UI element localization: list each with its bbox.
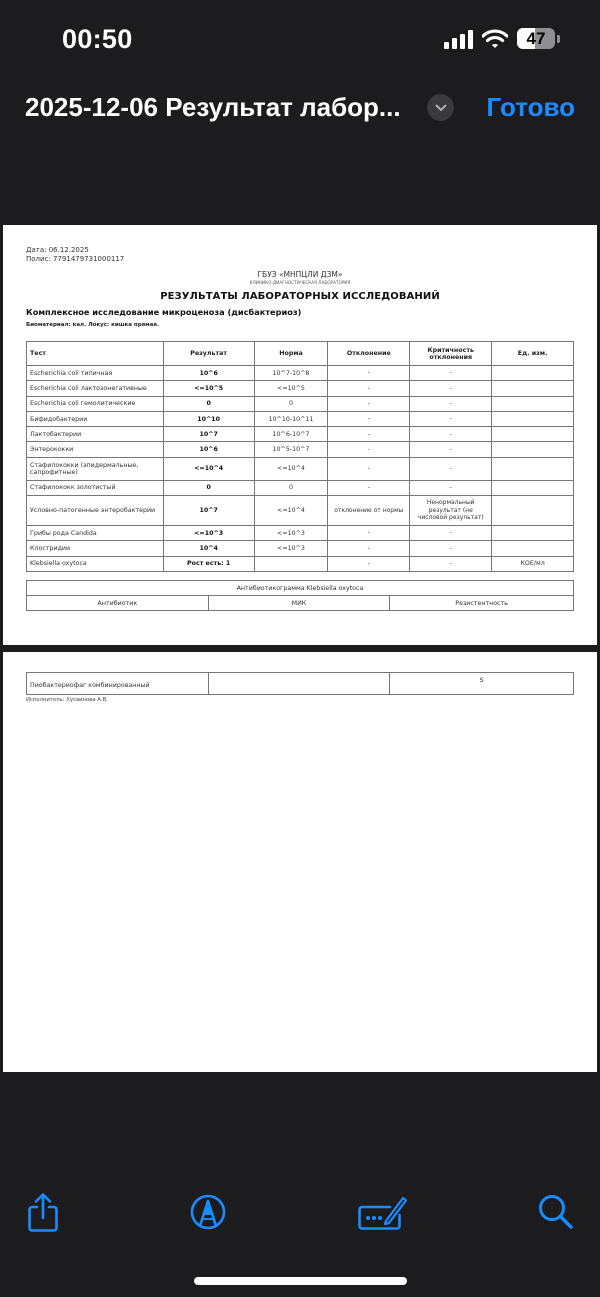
cell-criticality: -: [410, 442, 492, 457]
cell-deviation: отклонение от нормы: [328, 496, 410, 526]
cell-deviation: -: [328, 556, 410, 571]
status-bar: [0, 0, 600, 80]
bottom-toolbar: [0, 1188, 600, 1238]
header-antibiotic: Антибиотик: [27, 596, 209, 611]
cell-unit: КОЕ/мл: [492, 556, 574, 571]
table-row: [27, 673, 574, 695]
markup-button[interactable]: [184, 1188, 232, 1236]
header-result: Результат: [163, 342, 254, 366]
battery-icon: [517, 28, 555, 49]
cell-result: 0: [163, 480, 254, 495]
doc-meta: [26, 246, 124, 263]
cellular-signal-icon: [444, 29, 473, 49]
cell-result: 10^7: [163, 427, 254, 442]
report-title: РЕЗУЛЬТАТЫ ЛАБОРАТОРНЫХ ИССЛЕДОВАНИЙ: [160, 291, 440, 302]
cell-result: 10^4: [163, 541, 254, 556]
table-row: [27, 396, 574, 411]
cell-mic: [208, 673, 390, 695]
cell-criticality: -: [410, 396, 492, 411]
header-unit: Ед. изм.: [492, 342, 574, 366]
cell-norm: 0: [254, 480, 328, 495]
signature-button[interactable]: [356, 1188, 410, 1236]
nav-bar: [0, 82, 600, 132]
signature-icon: [357, 1193, 409, 1231]
cell-test: Грибы рода Candida: [27, 526, 164, 541]
cell-deviation: -: [328, 526, 410, 541]
cell-antibiotic: Пиобактериофаг комбинированный: [27, 673, 209, 695]
cell-unit: [492, 427, 574, 442]
org-subtitle: КЛИНИКО-ДИАГНОСТИЧЕСКАЯ ЛАБОРАТОРИЯ: [249, 280, 351, 285]
table-row: [27, 526, 574, 541]
cell-norm: 0: [254, 396, 328, 411]
cell-result: 10^6: [163, 366, 254, 381]
cell-result: 10^6: [163, 442, 254, 457]
table-row: [27, 442, 574, 457]
cell-criticality: -: [410, 381, 492, 396]
cell-result: 10^7: [163, 496, 254, 526]
cell-unit: [492, 480, 574, 495]
cell-result: Рост есть: 1: [163, 556, 254, 571]
cell-unit: [492, 396, 574, 411]
cell-test: Бифидобактерии: [27, 411, 164, 426]
battery-tip: [557, 35, 560, 43]
cell-resistance: S: [390, 673, 574, 695]
date-line: Дата: 06.12.2025: [26, 246, 89, 254]
battery-level: 47: [526, 28, 546, 48]
header-resistance: Резистентность: [390, 596, 574, 611]
cell-criticality: -: [410, 480, 492, 495]
cell-test: Лактобактерии: [27, 427, 164, 442]
antibiogram-title-row: [27, 581, 574, 596]
table-row: [27, 480, 574, 495]
cell-criticality: -: [410, 526, 492, 541]
cell-test: Escherichia coli гемолитические: [27, 396, 164, 411]
table-row: [27, 496, 574, 526]
organization: [3, 270, 597, 285]
table-row: [27, 457, 574, 480]
table-row: [27, 366, 574, 381]
cell-test: Энтерококки: [27, 442, 164, 457]
cell-deviation: -: [328, 457, 410, 480]
org-name: ГБУЗ «МНПЦЛИ ДЗМ»: [257, 270, 343, 279]
cell-deviation: -: [328, 480, 410, 495]
search-icon: [537, 1193, 575, 1231]
cell-norm: 10^6-10^7: [254, 427, 328, 442]
table-row: [27, 411, 574, 426]
cell-norm: 10^5-10^7: [254, 442, 328, 457]
report-subtitle: Комплексное исследование микроценоза (дисбактериоз): [26, 307, 302, 317]
cell-result: <=10^4: [163, 457, 254, 480]
cell-test: Klebsiella oxytoca: [27, 556, 164, 571]
cell-unit: [492, 381, 574, 396]
results-table: [26, 341, 574, 572]
cell-unit: [492, 541, 574, 556]
cell-criticality: Ненормальный результат (не числовой результат): [410, 496, 492, 526]
share-icon: [26, 1192, 60, 1232]
cell-deviation: -: [328, 442, 410, 457]
table-row: [27, 556, 574, 571]
cell-criticality: -: [410, 411, 492, 426]
antibiogram-table-continued: [26, 672, 574, 695]
wifi-icon: [482, 29, 508, 49]
cell-norm: [254, 556, 328, 571]
cell-result: <=10^3: [163, 526, 254, 541]
header-criticality: Критичность отклонения: [410, 342, 492, 366]
cell-test: Условно-патогенные энтеробактерии: [27, 496, 164, 526]
cell-unit: [492, 496, 574, 526]
cell-criticality: -: [410, 457, 492, 480]
status-time: 00:50: [62, 24, 133, 54]
cell-test: Escherichia coli лактозонегативные: [27, 381, 164, 396]
cell-unit: [492, 526, 574, 541]
cell-test: Клостридии: [27, 541, 164, 556]
cell-norm: 10^7-10^8: [254, 366, 328, 381]
header-deviation: Отклонение: [328, 342, 410, 366]
cell-norm: <=10^4: [254, 496, 328, 526]
cell-unit: [492, 442, 574, 457]
status-icons: [444, 28, 560, 49]
chevron-down-icon: [435, 104, 447, 112]
cell-deviation: -: [328, 396, 410, 411]
search-button[interactable]: [532, 1188, 580, 1236]
pdf-page-1: [3, 225, 597, 645]
cell-unit: [492, 411, 574, 426]
cell-unit: [492, 457, 574, 480]
markup-pen-icon: [189, 1193, 227, 1231]
share-button[interactable]: [19, 1188, 67, 1236]
cell-norm: <=10^5: [254, 381, 328, 396]
title-menu-button[interactable]: [427, 94, 454, 121]
cell-deviation: -: [328, 366, 410, 381]
cell-norm: <=10^4: [254, 457, 328, 480]
biomaterial-line: Биоматериал: кал. Локус: кишка прямая.: [26, 322, 159, 328]
done-button[interactable]: Готово: [486, 92, 575, 122]
cell-result: <=10^5: [163, 381, 254, 396]
cell-criticality: -: [410, 541, 492, 556]
cell-norm: 10^10-10^11: [254, 411, 328, 426]
policy-line: Полис: 7791479731000117: [26, 254, 125, 263]
cell-norm: <=10^3: [254, 541, 328, 556]
cell-criticality: -: [410, 427, 492, 442]
cell-criticality: -: [410, 556, 492, 571]
antibiogram-table: [26, 580, 574, 611]
cell-criticality: -: [410, 366, 492, 381]
cell-test: Стафилококки (эпидермальные, сапрофитные): [27, 457, 164, 480]
cell-deviation: -: [328, 427, 410, 442]
document-title[interactable]: 2025-12-06 Результат лабор...: [25, 92, 401, 122]
cell-result: 10^10: [163, 411, 254, 426]
pdf-page-2: [3, 652, 597, 1072]
antibiogram-header-row: [27, 596, 574, 611]
cell-test: Стафилококк золотистый: [27, 480, 164, 495]
executor-line: Исполнитель: Хусаинова А.В.: [26, 697, 108, 703]
cell-deviation: -: [328, 411, 410, 426]
home-indicator[interactable]: [194, 1277, 407, 1285]
table-row: [27, 427, 574, 442]
cell-deviation: -: [328, 381, 410, 396]
cell-unit: [492, 366, 574, 381]
cell-deviation: -: [328, 541, 410, 556]
antibiogram-title: Антибиотикограмма Klebsiella oxytoca: [27, 581, 574, 596]
cell-norm: <=10^3: [254, 526, 328, 541]
table-row: [27, 381, 574, 396]
results-header-row: [27, 342, 574, 366]
cell-result: 0: [163, 396, 254, 411]
cell-test: Escherichia coli типичная: [27, 366, 164, 381]
header-norm: Норма: [254, 342, 328, 366]
table-row: [27, 541, 574, 556]
header-test: Тест: [27, 342, 164, 366]
header-mic: МИК: [208, 596, 390, 611]
